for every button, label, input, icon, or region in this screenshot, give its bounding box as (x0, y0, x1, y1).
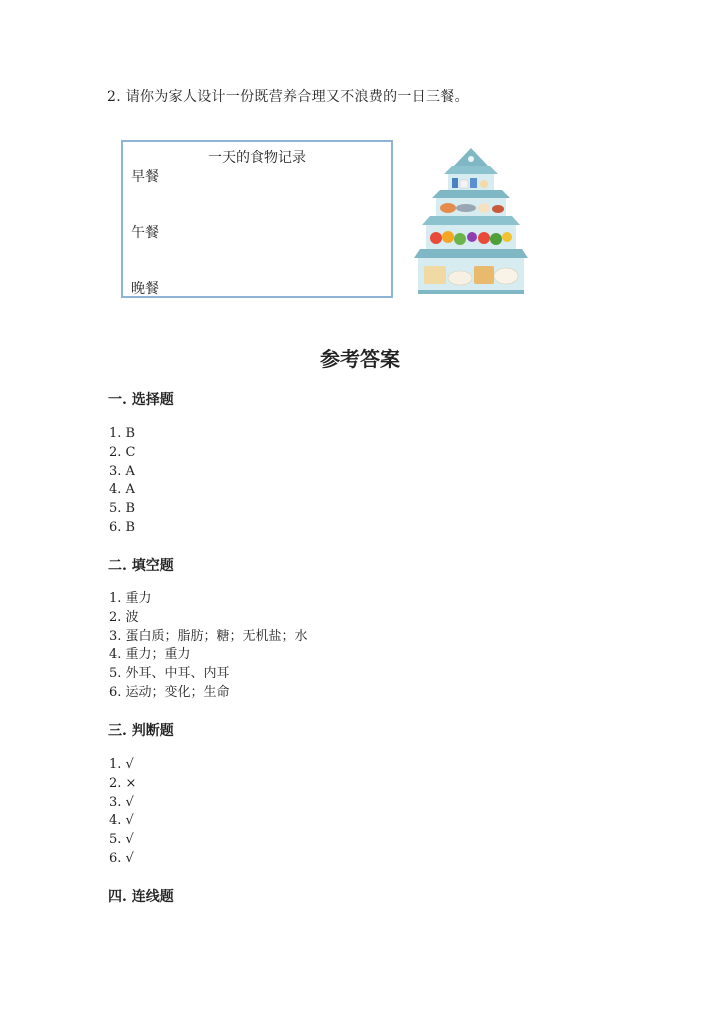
vegetable-item (454, 233, 466, 245)
fruit-item (502, 232, 512, 242)
answer-item: 6. √ (109, 850, 134, 866)
dairy-item (480, 180, 488, 188)
dairy-item (452, 178, 458, 188)
answer-item: 2. 波 (109, 609, 139, 625)
section-heading-choice: 一. 选择题 (108, 392, 174, 408)
meat-item (492, 205, 504, 213)
answer-item: 4. 重力；重力 (109, 647, 191, 663)
meat-item (440, 203, 456, 213)
fruit-item (442, 231, 454, 243)
egg-item (478, 203, 490, 213)
section-heading-fill-blank: 二. 填空题 (108, 558, 174, 574)
fruit-item (430, 232, 442, 244)
answer-item: 1. 重力 (109, 591, 152, 606)
grain-item (448, 271, 472, 285)
answer-title: 参考答案 (320, 347, 400, 371)
pyramid-roof-5 (414, 249, 528, 258)
meal-lunch-label: 午餐 (131, 225, 159, 241)
question-2: 2. 请你为家人设计一份既营养合理又不浪费的一日三餐。 (107, 89, 469, 105)
answer-item: 4. A (109, 482, 135, 498)
pyramid-roof-2 (444, 166, 498, 174)
vegetable-item (490, 233, 502, 245)
pyramid-roof-4 (422, 216, 520, 225)
food-record-title: 一天的食物记录 (208, 150, 306, 166)
answer-item: 5. 外耳、中耳、内耳 (109, 666, 230, 682)
answer-list-choice (109, 425, 135, 538)
answer-list-fill-blank (109, 590, 308, 703)
grain-item (494, 268, 518, 284)
pyramid-base (418, 290, 524, 294)
answer-item: 1. B (109, 426, 136, 441)
section-heading-matching: 四. 连线题 (108, 889, 174, 905)
meal-dinner-label: 晚餐 (131, 281, 159, 297)
dairy-item (460, 180, 468, 188)
answer-item: 1. √ (109, 757, 134, 772)
answer-item: 5. √ (109, 832, 134, 848)
section-heading-true-false: 三. 判断题 (108, 723, 174, 739)
fruit-item (478, 232, 490, 244)
answer-item: 4. √ (109, 813, 134, 829)
pyramid-roof-3 (432, 190, 510, 198)
answer-item: 6. 运动；变化；生命 (109, 684, 230, 700)
fruit-item (467, 232, 477, 242)
answer-item: 6. B (109, 519, 136, 535)
pyramid-top-dot (468, 156, 474, 162)
fish-item (456, 204, 476, 212)
answer-item: 2. × (109, 775, 137, 791)
answer-item: 5. B (109, 501, 136, 517)
answer-item: 3. A (109, 463, 135, 479)
answer-list-true-false (109, 756, 136, 869)
food-record-box (121, 140, 393, 298)
answer-item: 2. C (109, 444, 136, 460)
grain-item (424, 266, 446, 284)
meal-breakfast-label: 早餐 (131, 169, 159, 185)
answer-item: 3. 蛋白质；脂肪；糖；无机盐；水 (109, 628, 308, 644)
dairy-item (470, 178, 477, 188)
grain-item (474, 266, 494, 284)
food-pyramid-illustration (414, 148, 528, 294)
answer-item: 3. √ (109, 794, 134, 810)
